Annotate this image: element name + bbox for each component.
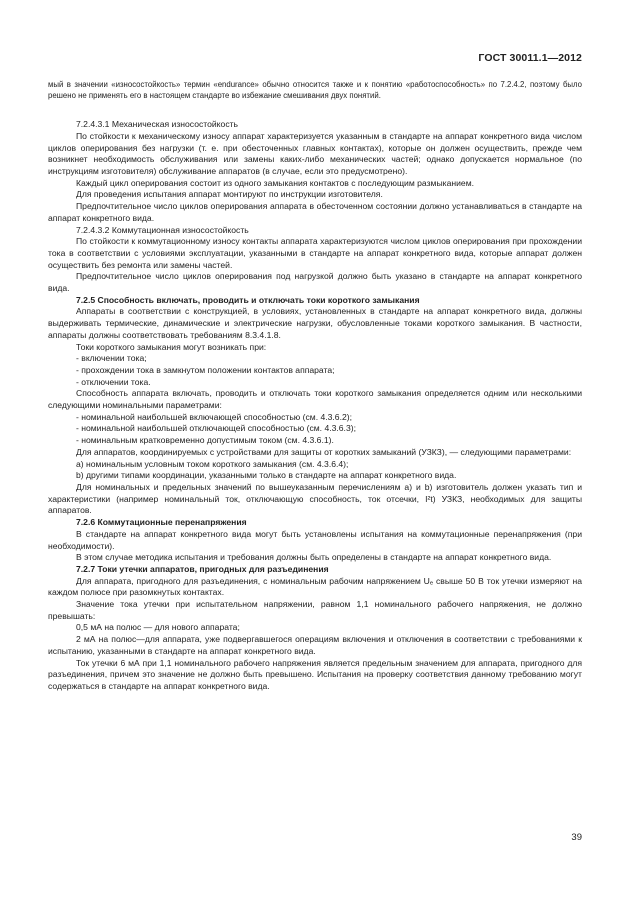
paragraph: В стандарте на аппарат конкретного вида могут быть установлены испытания на коммутационные перенапряжения (при необходимости). xyxy=(48,528,582,551)
paragraph: Каждый цикл оперирования состоит из одного замыкания контактов с последующим размыканием. xyxy=(76,177,474,188)
paragraph: 0,5 мА на полюс — для нового аппарата; xyxy=(76,622,240,633)
paragraph: Для аппаратов, координируемых с устройствами для защиты от коротких замыканий (УЗКЗ), — следующими параметрами: xyxy=(76,446,572,457)
document-body xyxy=(48,80,582,693)
section-heading: 7.2.7 Токи утечки аппаратов, пригодных для разъединения xyxy=(76,563,329,574)
paragraph: Токи короткого замыкания могут возникать при: xyxy=(76,341,267,352)
paragraph: Ток утечки 6 мА при 1,1 номинального рабочего напряжения является предельным значением для аппарата, пригодного для разъединения, причем это значение не должно быть превышено. Испытания на проверку соответствия данному требованию могут содержаться в стандарте на аппарат конкретного вида. xyxy=(48,657,582,691)
paragraph: b) другими типами координации, указанными только в стандарте на аппарат конкретного вида. xyxy=(76,470,457,481)
paragraph: По стойкости к коммутационному износу контакты аппарата характеризуются числом циклов оперирования при прохождении тока в соответствии с условиями эксплуатации, указанными в стандарте на аппарат конкретного вида, которые аппарат должен осуществить без ремонта или замены частей. xyxy=(48,236,582,270)
paragraph: По стойкости к механическому износу аппарат характеризуется указанным в стандарте на аппарат конкретного вида числом циклов оперирования без нагрузки (т. е. при обесточенных главных контактах), которые он должен осуществить, прежде чем возникнет необходимость обслуживания или замены каких-либо механических частей; однако допускается нормальное (по инструкциям изготовителя) обслуживание аппаратов (в случае, если это предусмотрено). xyxy=(48,130,582,176)
page-number: 39 xyxy=(571,832,582,843)
paragraph: - отключении тока. xyxy=(76,376,151,387)
paragraph: 7.2.4.3.2 Коммутационная износостойкость xyxy=(76,224,249,235)
section-heading: 7.2.5 Способность включать, проводить и отключать токи короткого замыкания xyxy=(76,294,420,305)
paragraph: В этом случае методика испытания и требования должны быть определены в стандарте на аппарат конкретного вида. xyxy=(76,552,552,563)
paragraph: 2 мА на полюс—для аппарата, уже подвергавшегося операциям включения и отключения в соответствии с требованиями к испытанию, указанными в стандарте на аппарат конкретного вида. xyxy=(48,634,582,656)
paragraph: - прохождении тока в замкнутом положении контактов аппарата; xyxy=(76,364,335,375)
section-heading: 7.2.6 Коммутационные перенапряжения xyxy=(76,517,247,528)
paragraph: - включении тока; xyxy=(76,353,147,364)
paragraph: Значение тока утечки при испытательном напряжении, равном 1,1 номинального рабочего напряжения, не должно превышать: xyxy=(48,599,582,621)
paragraph: Предпочтительное число циклов оперирования аппарата в обесточенном состоянии должно устанавливаться в стандарте на аппарат конкретного вида. xyxy=(48,201,582,223)
paragraph: Аппараты в соответствии с конструкцией, в условиях, установленных в стандарте на аппарат конкретного вида, должны выдерживать термические, динамические и электрические нагрузки, обусловленные токами короткого замыкания. В частности, аппараты должны соответствовать требованиям 8.3.4.1.8. xyxy=(48,306,582,340)
paragraph: мый в значении «износостойкость» термин «endurance» обычно относится также и к понятию «работоспособность» по 7.2.4.2, поэтому было решено не применять его в настоящем стандарте во избежание смешивания двух понятий. xyxy=(48,80,582,100)
paragraph: а) номинальным условным током короткого замыкания (см. 4.3.6.4); xyxy=(76,458,349,469)
paragraph: Способность аппарата включать, проводить и отключать токи короткого замыкания определяется одним или несколькими следующими номинальными параметрами: xyxy=(48,388,582,411)
paragraph: Для аппарата, пригодного для разъединения, с номинальным рабочим напряжением Uₑ свыше 50 В ток утечки измеряют на каждом полюсе при разомкнутых контактах. xyxy=(48,575,582,598)
paragraph: 7.2.4.3.1 Механическая износостойкость xyxy=(76,119,239,130)
paragraph: Для проведения испытания аппарат монтируют по инструкции изготовителя. xyxy=(76,189,383,200)
paragraph: Для номинальных и предельных значений по вышеуказанным перечислениям а) и b) изготовитель должен указать тип и характеристики (например номинальный ток, отключающую способность, ток отсечки, I²t) УЗКЗ, необходимых для защиты аппаратов. xyxy=(48,481,582,516)
paragraph: Предпочтительное число циклов оперирования под нагрузкой должно быть указано в стандарте на аппарат конкретного вида. xyxy=(48,271,582,294)
paragraph: - номинальной наибольшей отключающей способностью (см. 4.3.6.3); xyxy=(76,423,356,434)
paragraph: - номинальным кратковременно допустимым током (см. 4.3.6.1). xyxy=(76,435,334,446)
document-code: ГОСТ 30011.1—2012 xyxy=(478,52,582,64)
paragraph: - номинальной наибольшей включающей способностью (см. 4.3.6.2); xyxy=(76,411,353,422)
